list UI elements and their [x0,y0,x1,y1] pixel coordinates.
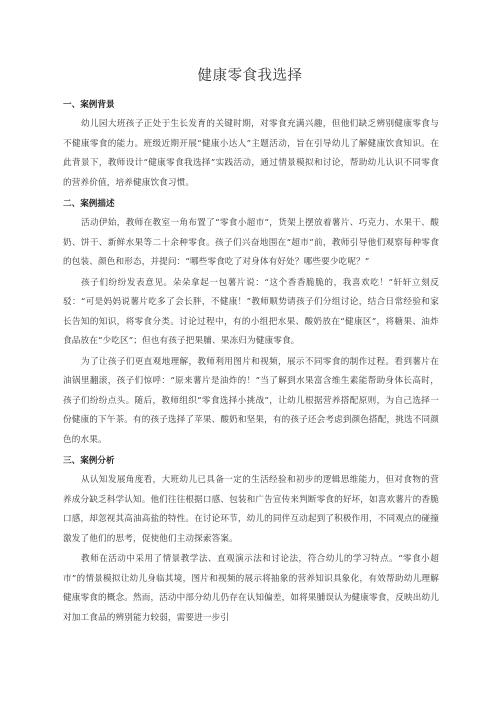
paragraph-analysis-1: 从认知发展角度看，大班幼儿已具备一定的生活经验和初步的逻辑思维能力，但对食物的营养成分缺乏科学认知。他们往往根据口感、包装和广告宣传来判断零食的好坏，如喜欢薯片的香脆口感，却忽视其高油高盐的特性。在讨论环节，幼儿的同伴互动起到了积极作用，不同观点的碰撞激发了他们的思考，促使他们主动探索答案。 [63,475,439,544]
document-body [63,96,439,628]
paragraph-description-3: 为了让孩子们更直观地理解，教师利用图片和视频，展示不同零食的制作过程。看到薯片在油锅里翻滚，孩子们惊呼：“原来薯片是油炸的！”当了解到水果富含维生素能帮助身体长高时，孩子们纷纷点头。随后，教师组织“零食选择小挑战”，让幼儿根据营养搭配原则，为自己选择一份健康的下午茶。有的孩子选择了苹果、酸奶和坚果，有的孩子还会考虑到颜色搭配，挑选不同颜色的水果。 [63,356,439,445]
section-heading-background: 一、案例背景 [63,100,115,110]
paragraph-description-1: 活动伊始，教师在教室一角布置了“零食小超市”，货架上摆放着薯片、巧克力、水果干、酸奶、饼干、新鲜水果等二十余种零食。孩子们兴奋地围在“超市”前，教师引导他们观察每种零食的包装、颜色和形态，并提问：“哪些零食吃了对身体有好处？哪些要少吃呢？” [63,218,439,267]
section-heading-description: 二、案例描述 [63,199,115,209]
section-heading-analysis: 三、案例分析 [63,456,115,466]
document-title: 健康零食我选择 [197,68,303,84]
paragraph-analysis-2: 教师在活动中采用了情景教学法、直观演示法和讨论法，符合幼儿的学习特点。“零食小超市”的情景模拟让幼儿身临其境，图片和视频的展示将抽象的营养知识具象化，有效帮助幼儿理解健康零食的概念。然而，活动中部分幼儿仍存在认知偏差，如将果脯误认为健康零食，反映出幼儿对加工食品的辨别能力较弱，需要进一步引 [63,554,439,623]
paragraph-background: 幼儿园大班孩子正处于生长发育的关键时期，对零食充满兴趣，但他们缺乏辨别健康零食与不健康零食的能力。班级近期开展“健康小达人”主题活动，旨在引导幼儿了解健康饮食知识。在此背景下，教师设计“健康零食我选择”实践活动，通过情景模拟和讨论，帮助幼儿认识不同零食的营养价值，培养健康饮食习惯。 [63,119,439,188]
paragraph-description-2: 孩子们纷纷发表意见。朵朵拿起一包薯片说：“这个香香脆脆的，我喜欢吃！”轩轩立刻反驳：“可是妈妈说薯片吃多了会长胖，不健康！”教师顺势请孩子们分组讨论，结合日常经验和家长告知的知识，将零食分类。讨论过程中，有的小组把水果、酸奶放在“健康区”，将糖果、油炸食品放在“少吃区”；但也有孩子把果脯、果冻归为健康零食。 [63,277,439,346]
